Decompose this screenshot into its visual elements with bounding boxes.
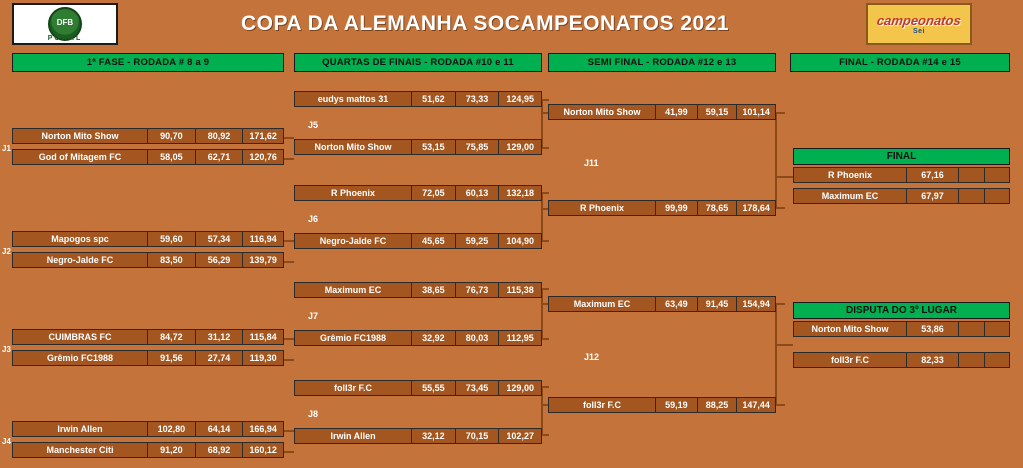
match-code-j4: J4 (2, 437, 11, 446)
score-leg2: 27,74 (196, 351, 244, 365)
score-total: 112,95 (506, 333, 534, 343)
team-name: foll3r F.C (295, 381, 412, 395)
team-name: eudys mattos 31 (295, 92, 412, 106)
team-name: Maximum EC (549, 297, 656, 311)
team-name: Irwin Allen (295, 429, 412, 443)
score-total: 116,94 (249, 234, 277, 244)
score-total: 129,00 (506, 383, 534, 393)
score-leg1: 45,65 (412, 234, 456, 248)
table-row[interactable] (548, 200, 776, 216)
score-leg2: 64,14 (196, 422, 244, 436)
score-leg2: 60,13 (456, 186, 500, 200)
page-header (0, 0, 1023, 48)
connector (541, 338, 549, 340)
match-code-j6: J6 (308, 214, 319, 224)
score-leg2 (959, 189, 985, 203)
score-total: 154,94 (742, 299, 770, 309)
score-leg2: 91,45 (698, 297, 738, 311)
team-name: foll3r F.C (794, 353, 907, 367)
team-name: Maximum EC (295, 283, 412, 297)
team-name: Norton Mito Show (549, 105, 656, 119)
connector (775, 112, 785, 114)
score-leg1: 84,72 (148, 330, 196, 344)
score-leg1: 41,99 (656, 105, 698, 119)
score-total: 120,76 (249, 152, 277, 162)
match-code-j12: J12 (584, 352, 600, 362)
table-row[interactable] (12, 329, 284, 345)
sei-logo-text: campeonatos (876, 13, 962, 28)
table-row[interactable] (793, 167, 1010, 183)
match-code-j5: J5 (308, 120, 319, 130)
round-header-quarters: QUARTAS DE FINAIS - RODADA #10 e 11 (294, 53, 542, 72)
table-row[interactable] (793, 352, 1010, 368)
match-code-j11: J11 (584, 158, 599, 168)
score-total: 115,38 (506, 285, 534, 295)
score-leg2: 70,15 (456, 429, 500, 443)
score-total (985, 168, 1009, 182)
score-leg1: 32,12 (412, 429, 456, 443)
connector (284, 430, 294, 432)
score-total: 160,12 (249, 445, 277, 455)
table-row[interactable] (793, 321, 1010, 337)
team-name: Maximum EC (794, 189, 907, 203)
sei-logo-subtext: Sei (912, 28, 925, 35)
score-leg1: 32,92 (412, 331, 456, 345)
table-row[interactable] (548, 296, 776, 312)
connector (775, 404, 785, 406)
table-row[interactable] (12, 252, 284, 268)
score-leg2: 73,33 (456, 92, 500, 106)
score-leg1: 82,33 (907, 353, 959, 367)
score-leg1: 91,56 (148, 351, 196, 365)
score-total: 171,62 (249, 131, 277, 141)
team-name: Grêmio FC1988 (295, 331, 412, 345)
score-leg2: 76,73 (456, 283, 500, 297)
round-header-final: FINAL - RODADA #14 e 15 (790, 53, 1010, 72)
table-row[interactable] (548, 397, 776, 413)
score-leg1: 99,99 (656, 201, 698, 215)
score-leg2 (959, 353, 985, 367)
table-row[interactable] (793, 188, 1010, 204)
score-leg1: 90,70 (148, 129, 196, 143)
dfb-logo-text: POKAL (47, 35, 83, 42)
table-row[interactable] (294, 282, 542, 298)
score-leg1: 51,62 (412, 92, 456, 106)
score-leg1: 53,86 (907, 322, 959, 336)
table-row[interactable] (294, 380, 542, 396)
score-leg2: 56,29 (196, 253, 244, 267)
match-code-j7: J7 (308, 311, 319, 321)
score-leg1: 67,97 (907, 189, 959, 203)
score-leg2: 68,92 (196, 443, 244, 457)
score-total: 129,00 (506, 142, 534, 152)
table-row[interactable] (12, 231, 284, 247)
connector (775, 176, 793, 178)
match-code-j8: J8 (308, 409, 319, 419)
connector (775, 303, 785, 305)
score-leg1: 59,60 (148, 232, 196, 246)
score-leg2: 62,71 (196, 150, 244, 164)
table-row[interactable] (294, 233, 542, 249)
team-name: R Phoenix (794, 168, 907, 182)
connector (284, 240, 294, 242)
connector (541, 240, 549, 242)
score-total: 139,79 (249, 255, 277, 265)
score-leg1: 102,80 (148, 422, 196, 436)
sei-campeonatos-logo (866, 3, 972, 45)
score-leg1: 91,20 (148, 443, 196, 457)
team-name: Manchester Citi (13, 443, 148, 457)
score-total: 104,90 (506, 236, 534, 246)
score-leg2: 75,85 (456, 140, 500, 154)
score-leg1: 67,16 (907, 168, 959, 182)
score-total: 124,95 (506, 94, 534, 104)
score-total: 147,44 (742, 400, 770, 410)
table-row[interactable] (548, 104, 776, 120)
score-total: 119,30 (249, 353, 277, 363)
score-leg1: 53,15 (412, 140, 456, 154)
connector (775, 112, 777, 207)
round-header-semis: SEMI FINAL - RODADA #12 e 13 (548, 53, 776, 72)
table-row[interactable] (294, 91, 542, 107)
match-code-j2: J2 (2, 247, 11, 256)
team-name: Norton Mito Show (13, 129, 148, 143)
table-row[interactable] (12, 350, 284, 366)
score-leg1: 58,05 (148, 150, 196, 164)
team-name: R Phoenix (295, 186, 412, 200)
score-leg2: 80,03 (456, 331, 500, 345)
table-row[interactable] (12, 128, 284, 144)
connector (284, 137, 294, 139)
score-leg1: 83,50 (148, 253, 196, 267)
score-leg1: 59,19 (656, 398, 698, 412)
connector (541, 434, 549, 436)
score-total: 166,94 (249, 424, 277, 434)
score-leg1: 63,49 (656, 297, 698, 311)
table-row[interactable] (294, 185, 542, 201)
score-leg1: 72,05 (412, 186, 456, 200)
score-leg2 (959, 168, 985, 182)
connector (284, 261, 294, 263)
score-total: 101,14 (742, 107, 770, 117)
table-row[interactable] (12, 421, 284, 437)
score-total: 115,84 (249, 332, 277, 342)
team-name: foll3r F.C (549, 398, 656, 412)
connector (284, 158, 294, 160)
table-row[interactable] (294, 330, 542, 346)
connector (284, 359, 294, 361)
table-row[interactable] (294, 428, 542, 444)
table-row[interactable] (12, 442, 284, 458)
match-code-j3: J3 (2, 345, 11, 354)
team-name: Irwin Allen (13, 422, 148, 436)
score-leg2: 73,45 (456, 381, 500, 395)
team-name: God of Mitagem FC (13, 150, 148, 164)
match-code-j1: J1 (2, 144, 11, 153)
team-name: CUIMBRAS FC (13, 330, 148, 344)
score-total (985, 322, 1009, 336)
score-leg2: 57,34 (196, 232, 244, 246)
team-name: Norton Mito Show (295, 140, 412, 154)
score-total: 178,64 (742, 203, 770, 213)
score-leg2: 59,15 (698, 105, 738, 119)
team-name: Grêmio FC1988 (13, 351, 148, 365)
score-leg1: 38,65 (412, 283, 456, 297)
round-header-phase1: 1ª FASE - RODADA # 8 a 9 (12, 53, 284, 72)
connector (775, 207, 785, 209)
connector (775, 344, 793, 346)
team-name: Negro-Jalde FC (13, 253, 148, 267)
score-total (985, 353, 1009, 367)
score-leg2: 78,65 (698, 201, 738, 215)
score-leg2: 88,25 (698, 398, 738, 412)
score-total (985, 189, 1009, 203)
table-row[interactable] (12, 149, 284, 165)
score-leg2: 31,12 (196, 330, 244, 344)
table-row[interactable] (294, 139, 542, 155)
score-total: 132,18 (506, 188, 534, 198)
final-block-title: FINAL (793, 148, 1010, 165)
score-total: 102,27 (506, 431, 534, 441)
connector (284, 338, 294, 340)
connector (541, 147, 549, 149)
page-title: COPA DA ALEMANHA SOCAMPEONATOS 2021 (240, 12, 730, 35)
team-name: Negro-Jalde FC (295, 234, 412, 248)
team-name: Norton Mito Show (794, 322, 907, 336)
team-name: R Phoenix (549, 201, 656, 215)
dfb-pokal-logo (12, 3, 118, 45)
connector (284, 451, 294, 453)
score-leg2 (959, 322, 985, 336)
score-leg1: 55,55 (412, 381, 456, 395)
score-leg2: 80,92 (196, 129, 244, 143)
connector (775, 303, 777, 404)
team-name: Mapogos spc (13, 232, 148, 246)
third-place-block-title: DISPUTA DO 3º LUGAR (793, 302, 1010, 319)
score-leg2: 59,25 (456, 234, 500, 248)
